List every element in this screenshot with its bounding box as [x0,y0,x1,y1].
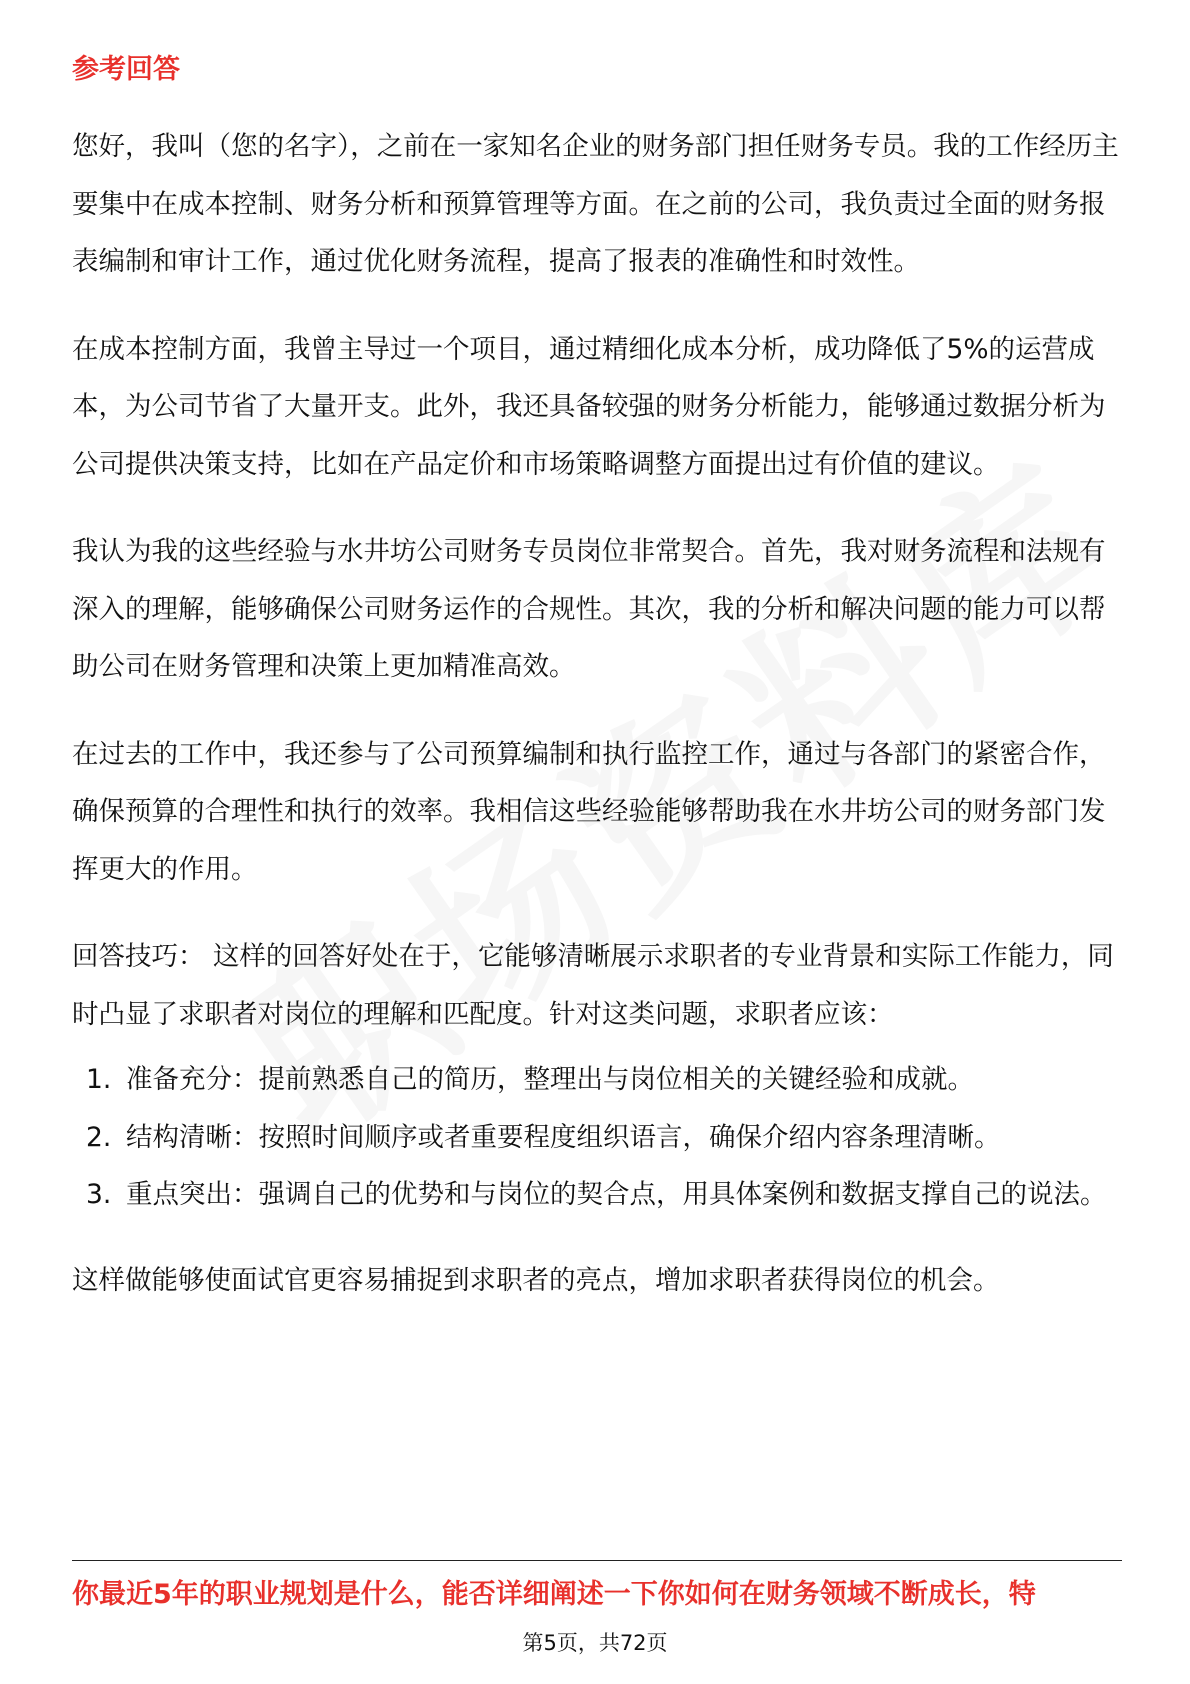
list-item [72,1109,1122,1167]
list-item [72,1051,1122,1109]
tips-list [72,1051,1122,1224]
paragraph-cost-control: 在成本控制方面，我曾主导过一个项目，通过精细化成本分析，成功降低了5%的运营成本，为公司节省了大量开支。此外，我还具备较强的财务分析能力，能够通过数据分析为公司提供决策支持，比如在产品定价和市场策略调整方面提出过有价值的建议。 [72,333,1106,480]
next-question-title: 你最近5年的职业规划是什么，能否详细阐述一下你如何在财务领域不断成长，特 [72,1579,1036,1610]
list-item-number: 2. [86,1121,112,1153]
paragraph-budget: 在过去的工作中，我还参与了公司预算编制和执行监控工作，通过与各部门的紧密合作，确保预算的合理性和执行的效率。我相信这些经验能够帮助我在水井坊公司的财务部门发挥更大的作用。 [72,738,1106,885]
list-item-number: 1. [86,1064,112,1095]
list-item-text: 结构清晰：按照时间顺序或者重要程度组织语言，确保介绍内容条理清晰。 [126,1121,1001,1153]
answer-content [72,118,1122,1339]
list-item [72,1166,1122,1224]
list-item-number: 3. [86,1179,112,1210]
list-item-text: 重点突出：强调自己的优势和与岗位的契合点，用具体案例和数据支撑自己的说法。 [126,1179,1107,1210]
list-item-text: 准备充分：提前熟悉自己的简历，整理出与岗位相关的关键经验和成就。 [126,1064,974,1095]
answer-tips: 回答技巧： 这样的回答好处在于，它能够清晰展示求职者的专业背景和实际工作能力，同时凸显了求职者对岗位的理解和匹配度。针对这类问题，求职者应该： [72,941,1114,1030]
page-number: 第5页，共72页 [522,1631,668,1655]
paragraph-fit: 我认为我的这些经验与水井坊公司财务专员岗位非常契合。首先，我对财务流程和法规有深入的理解，能够确保公司财务运作的合规性。其次，我的分析和解决问题的能力可以帮助公司在财务管理和决策上更加精准高效。 [72,536,1106,682]
closing-paragraph: 这样做能够使面试官更容易捕捉到求职者的亮点，增加求职者获得岗位的机会。 [72,1264,1000,1296]
paragraph-intro: 您好，我叫（您的名字），之前在一家知名企业的财务部门担任财务专员。我的工作经历主要集中在成本控制、财务分析和预算管理等方面。在之前的公司，我负责过全面的财务报表编制和审计工作，通过优化财务流程，提高了报表的准确性和时效性。 [72,131,1119,277]
section-title: 参考回答 [72,54,180,85]
section-divider [72,1560,1122,1561]
